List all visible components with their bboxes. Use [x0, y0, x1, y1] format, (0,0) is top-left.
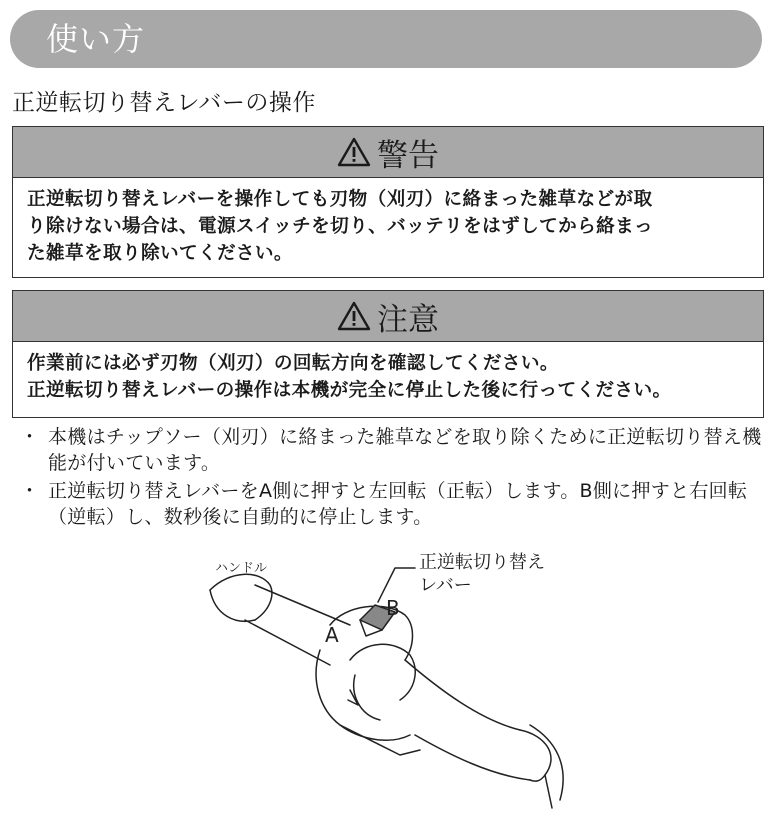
list-item: [20, 424, 770, 476]
warning-line: り除けない場合は、電源スイッチを切り、バッテリをはずしてから絡まっ: [27, 216, 654, 237]
section-title: 正逆転切り替えレバーの操作: [12, 90, 316, 116]
lever-figure: [200, 540, 580, 820]
handle-illustration: [200, 540, 580, 820]
warning-text: [13, 178, 763, 275]
caution-text: [13, 342, 763, 412]
bullet-text: 正逆転切り替えレバーをA側に押すと左回転（正転）します。B側に押すと右回転（逆転）し、数秒後に自動的に停止します。: [48, 480, 748, 528]
label-b: B: [386, 596, 400, 620]
bullet-mark: ・: [20, 426, 40, 448]
list-item: [20, 478, 770, 530]
handle-label: ハンドル: [215, 561, 268, 576]
bullet-mark: ・: [20, 480, 40, 502]
header-bar: [10, 10, 762, 68]
warning-line: 正逆転切り替えレバーを操作しても刃物（刈刃）に絡まった雑草などが取: [27, 189, 653, 210]
caution-heading: 注意: [377, 301, 439, 338]
caution-box: [12, 290, 764, 418]
warning-heading: 警告: [377, 137, 439, 174]
caution-line: 作業前には必ず刃物（刈刃）の回転方向を確認してください。: [27, 353, 559, 374]
warning-box: [12, 126, 764, 278]
lever-label-line2: レバー: [419, 575, 472, 596]
lever-label-line1: 正逆転切り替え: [419, 552, 545, 573]
warning-line: た雑草を取り除いてください。: [27, 243, 293, 264]
warning-triangle-icon: [337, 136, 371, 168]
caution-triangle-icon: [337, 300, 371, 332]
caution-header: [13, 291, 763, 342]
caution-line: 正逆転切り替えレバーの操作は本機が完全に停止した後に行ってください。: [27, 380, 672, 401]
bullet-list: [20, 424, 770, 532]
page-title: 使い方: [46, 20, 146, 58]
warning-header: [13, 127, 763, 178]
bullet-text: 本機はチップソー（刈刃）に絡まった雑草などを取り除くために正逆転切り替え機能が付いています。: [48, 426, 762, 474]
label-a: A: [325, 623, 339, 647]
